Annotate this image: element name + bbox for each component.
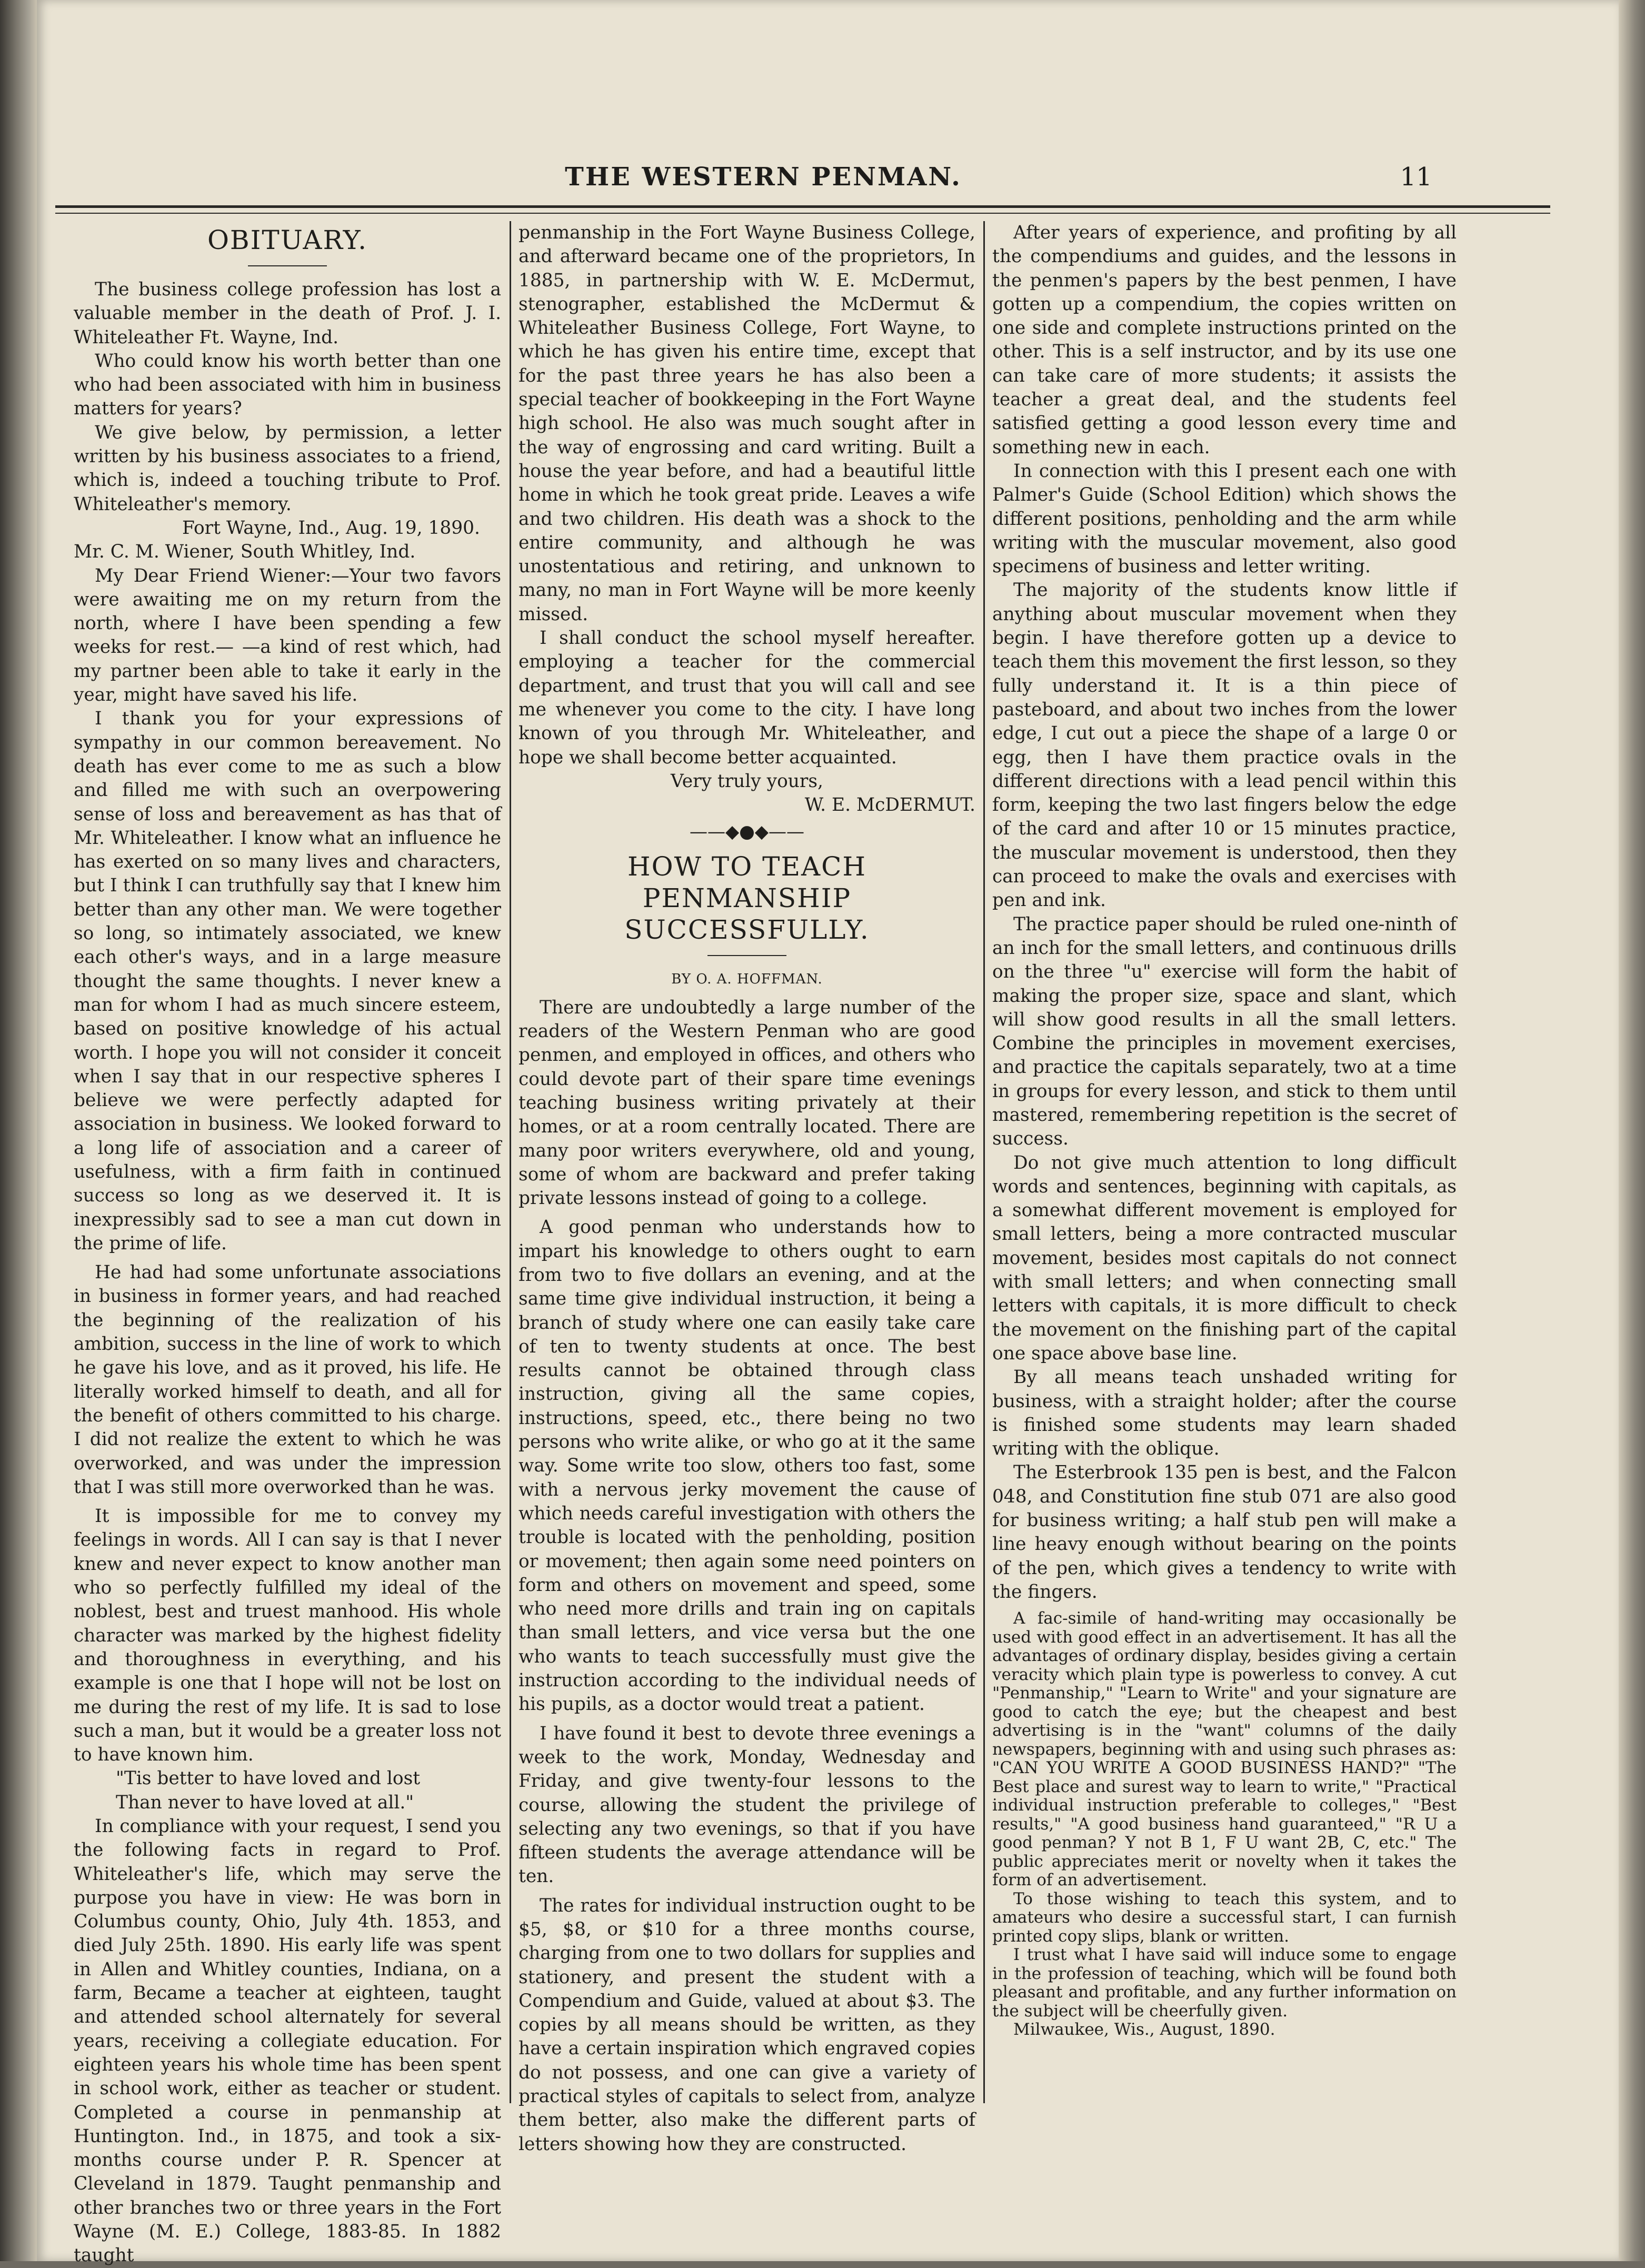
column-1 <box>74 221 501 2268</box>
paragraph: Do not give much attention to long difficult words and sentences, beginning with capitals, as a somewhat different movement is employed for small letters, being a more contracted muscular movement, besides most capitals do not connect with small letters; and when connecting small letters with capitals, it is more difficult to check the movement on the finishing part of the capital one space above base line. <box>992 1152 1457 1364</box>
obituary-title: OBITUARY. <box>207 225 368 255</box>
paragraph: A good penman who understands how to impart his knowledge to others ought to earn from two to five dollars an evening, and at the same time give individual instruction, it being a branch of study where one can easily take care of ten to twenty students at once. The best results cannot be obtained through class instruction, giving all the same copies, instructions, speed, etc., there being no two persons who write alike, or who go at it the same way. Some write too slow, others too fast, some with a nervous jerky movement the cause of which needs careful investigation with others the trouble is located with the penholding, position or movement; then again some need pointers on form and others on movement and speed, some who need more drills and train ing on capitals than small letters, and vice versa but the one who wants to teach successfully must give the instruction according to the individual needs of his pupils, as a doctor would treat a patient. <box>519 1217 975 1715</box>
article-title: HOW TO TEACH PENMANSHIP SUCCESSFULLY. <box>624 851 870 946</box>
page-edge <box>1619 0 1645 2261</box>
ornament-divider: ——◆●◆—— <box>690 821 804 843</box>
paragraph: penmanship in the Fort Wayne Business College, and afterward became one of the proprietors, In 1885, in partnership with W. E. McDermut, stenographer, established the McDermut & Whiteleather Business College, Fort Wayne, to which he has given his entire time, except that for the past three years he has also been a special teacher of bookkeeping in the Fort Wayne high school. He also was much sought after in the way of engrossing and card writing. Built a house the year before, and had a beautiful little home in which he took great pride. Leaves a wife and two children. His death was a shock to the entire community, and although he was unostentatious and retiring, and unknown to many, no man in Fort Wayne will be more keenly missed. <box>519 222 975 625</box>
letter-addressee: Mr. C. M. Wiener, South Whitley, Ind. <box>74 541 416 563</box>
column-divider <box>510 221 511 2103</box>
paragraph: I trust what I have said will induce some to engage in the profession of teaching, which will be found both pleasant and profitable, and any further information on the subject will be cheerfully given. <box>992 1945 1457 2021</box>
column-divider <box>983 221 985 2103</box>
title-rule <box>248 265 327 266</box>
paragraph: In compliance with your request, I send you the following facts in regard to Prof. Whiteleather's life, which may serve the purpose you have in view: He was born in Columbus county, Ohio, July 4th. 1853, and died July 25th. 1890. His early life was spent in Allen and Whitley counties, Indiana, on a farm, Became a teacher at eighteen, taught and attended school alternately for several years, receiving a collegiate education. For eighteen years his whole time has been spent in school work, either as teacher or student. Completed a course in penmanship at Huntington. Ind., in 1875, and took a six-months course under P. R. Spencer at Cleveland in 1879. Taught penmanship and other branches two or three years in the Fort Wayne (M. E.) College, 1883-85. In 1882 taught <box>74 1816 501 2266</box>
paragraph: To those wishing to teach this system, and to amateurs who desire a successful start, I can furnish printed copy slips, blank or written. <box>992 1889 1457 1946</box>
paragraph: The business college profession has lost a valuable member in the death of Prof. J. I. Whiteleather Ft. Wayne, Ind. <box>74 279 501 348</box>
header-rule-thin <box>55 213 1550 214</box>
paragraph: In connection with this I present each one with Palmer's Guide (School Edition) which shows the different positions, penholding and the arm while writing with the muscular movement, also good specimens of business and letter writing. <box>992 460 1457 578</box>
paragraph: A fac-simile of hand-writing may occasionally be used with good effect in an advertisement. It has all the advantages of ordinary display, besides giving a certain veracity which plain type is powerless to convey. A cut "Penmanship," "Learn to Write" and your signature are good to catch the eye; but the cheapest and best advertising is in the "want" columns of the daily newspapers, beginning with and using such phrases as: "CAN YOU WRITE A GOOD BUSINESS HAND?" "The Best place and surest way to learn to write," "Practical individual instruction preferable to colleges," "Best results," "A good business hand guaranteed," "R U a good penman? Y not B 1, F U want 2B, C, etc." The public appreciates merit or novelty when it takes the form of an advertisement. <box>992 1609 1457 1890</box>
poem-line: "Tis better to have loved and lost <box>116 1768 421 1789</box>
paragraph: By all means teach unshaded writing for business, with a straight holder; after the course is finished some students may learn shaded writing with the oblique. <box>992 1367 1457 1460</box>
header-rule <box>55 205 1550 208</box>
paragraph: After years of experience, and profiting by all the compendiums and guides, and the lessons in the penmen's papers by the best penmen, I have gotten up a compendium, the copies written on one side and complete instructions printed on the other. This is a self instructor, and by its use one can take care of more students; it assists the teacher a great deal, and the students feel satisfied getting a good lesson every time and something new in each. <box>992 222 1457 458</box>
article-place-date: Milwaukee, Wis., August, 1890. <box>1013 2020 1275 2040</box>
paragraph: My Dear Friend Wiener:—Your two favors were awaiting me on my return from the north, where I have been spending a few weeks for rest.— —a kind of rest which, had my partner been able to take it early in the year, might have saved his life. <box>74 565 501 706</box>
letter-signature: W. E. McDERMUT. <box>804 794 975 816</box>
page-number: 11 <box>1400 162 1432 192</box>
paragraph: It is impossible for me to convey my feelings in words. All I can say is that I never knew and never expect to know another man who so perfectly fulfilled my ideal of the noblest, best and truest manhood. His whole character was marked by the highest fidelity and thoroughness in everything, and his example is one that I hope will not be lost on me during the rest of my life. It is sad to lose such a man, but it would be a greater loss not to have known him. <box>74 1506 501 1766</box>
title-rule <box>707 955 786 956</box>
paragraph: The majority of the students know little if anything about muscular movement when they begin. I have therefore gotten up a device to teach them this movement the first lesson, so they fully understand it. It is a thin piece of pasteboard, and about two inches from the lower edge, I cut out a piece the shape of a large 0 or egg, then I have them practice ovals in the different directions with a lead pencil within this form, keeping the two last fingers below the edge of the card and after 10 or 15 minutes practice, the muscular movement is understood, then they can proceed to make the ovals and exercises with pen and ink. <box>992 580 1457 911</box>
book-binding <box>0 0 37 2261</box>
paragraph: We give below, by permission, a letter written by his business associates to a friend, which is, indeed a touching tribute to Prof. Whiteleather's memory. <box>74 422 501 515</box>
paragraph: Who could know his worth better than one who had been associated with him in business matters for years? <box>74 350 501 420</box>
paragraph: I shall conduct the school myself hereafter. employing a teacher for the commercial department, and trust that you will call and see me whenever you come to the city. I have long known of you through Mr. Whiteleather, and hope we shall become better acquainted. <box>519 628 975 768</box>
masthead: THE WESTERN PENMAN. <box>565 162 962 192</box>
paragraph: I have found it best to devote three evenings a week to the work, Monday, Wednesday and Friday, and give twenty-four lessons to the course, allowing the student the privilege of selecting any two evenings, so that if you have fifteen students the average attendance will be ten. <box>519 1723 975 1887</box>
column-3 <box>992 221 1457 2040</box>
paragraph: The practice paper should be ruled one-ninth of an inch for the small letters, and continuous drills on the three "u" exercise will form the habit of making the proper size, space and slant, which will show good results in all the small letters. Combine the principles in movement exercises, and practice the capitals separately, two at a time in groups for every lesson, and stick to them until mastered, remembering repetition is the secret of success. <box>992 913 1457 1150</box>
paragraph: He had had some unfortunate associations in business in former years, and had reached the beginning of the realization of his ambition, success in the line of work to which he gave his love, and as it proved, his life. He literally worked himself to death, and all for the benefit of others committed to his charge. I did not realize the extent to which he was overworked, and was under the impression that I was still more overworked than he was. <box>74 1262 501 1498</box>
letter-signoff: Very truly yours, <box>671 770 823 792</box>
paragraph: The Esterbrook 135 pen is best, and the Falcon 048, and Constitution fine stub 071 are also good for business writing; a half stub pen will make a line heavy enough without bearing on the points of the pen, which gives a tendency to write with the fingers. <box>992 1462 1457 1603</box>
paragraph: The rates for individual instruction ought to be $5, $8, or $10 for a three months course, charging from one to two dollars for supplies and stationery, and present the student with a Compendium and Guide, valued at about $3. The copies by all means should be written, as they have a certain inspiration which engraved copies do not possess, and one can give a variety of practical styles of capitals to select from, analyze them better, also make the different parts of letters showing how they are constructed. <box>519 1895 975 2155</box>
letter-dateline: Fort Wayne, Ind., Aug. 19, 1890. <box>182 517 480 539</box>
paragraph: There are undoubtedly a large number of the readers of the Western Penman who are good penmen, and employed in offices, and others who could devote part of their spare time evenings teaching business writing privately at their homes, or at a room centrally located. There are many poor writers everywhere, old and young, some of whom are backward and prefer taking private lessons instead of going to a college. <box>519 997 975 1209</box>
byline: BY O. A. HOFFMAN. <box>671 971 823 988</box>
column-2 <box>519 221 975 2156</box>
paragraph: I thank you for your expressions of sympathy in our common bereavement. No death has ever come to me as such a blow and filled me with such an overpowering sense of loss and bereavement as has that of Mr. Whiteleather. I know what an influence he has exerted on so many lives and characters, but I think I can truthfully say that I knew him better than any other man. We were together so long, so intimately associated, we knew each other's ways, and in a large measure thought the same thoughts. I never knew a man for whom I had as much sincere esteem, based on positive knowledge of his actual worth. I hope you will not consider it conceit when I say that in our respective spheres I believe we were perfectly adapted for association in business. We looked forward to a long life of association and a career of usefulness, with a firm faith in continued success so long as we deserved it. It is inexpressibly sad to see a man cut down in the prime of life. <box>74 708 501 1254</box>
poem-line: Than never to have loved at all." <box>116 1792 414 1813</box>
